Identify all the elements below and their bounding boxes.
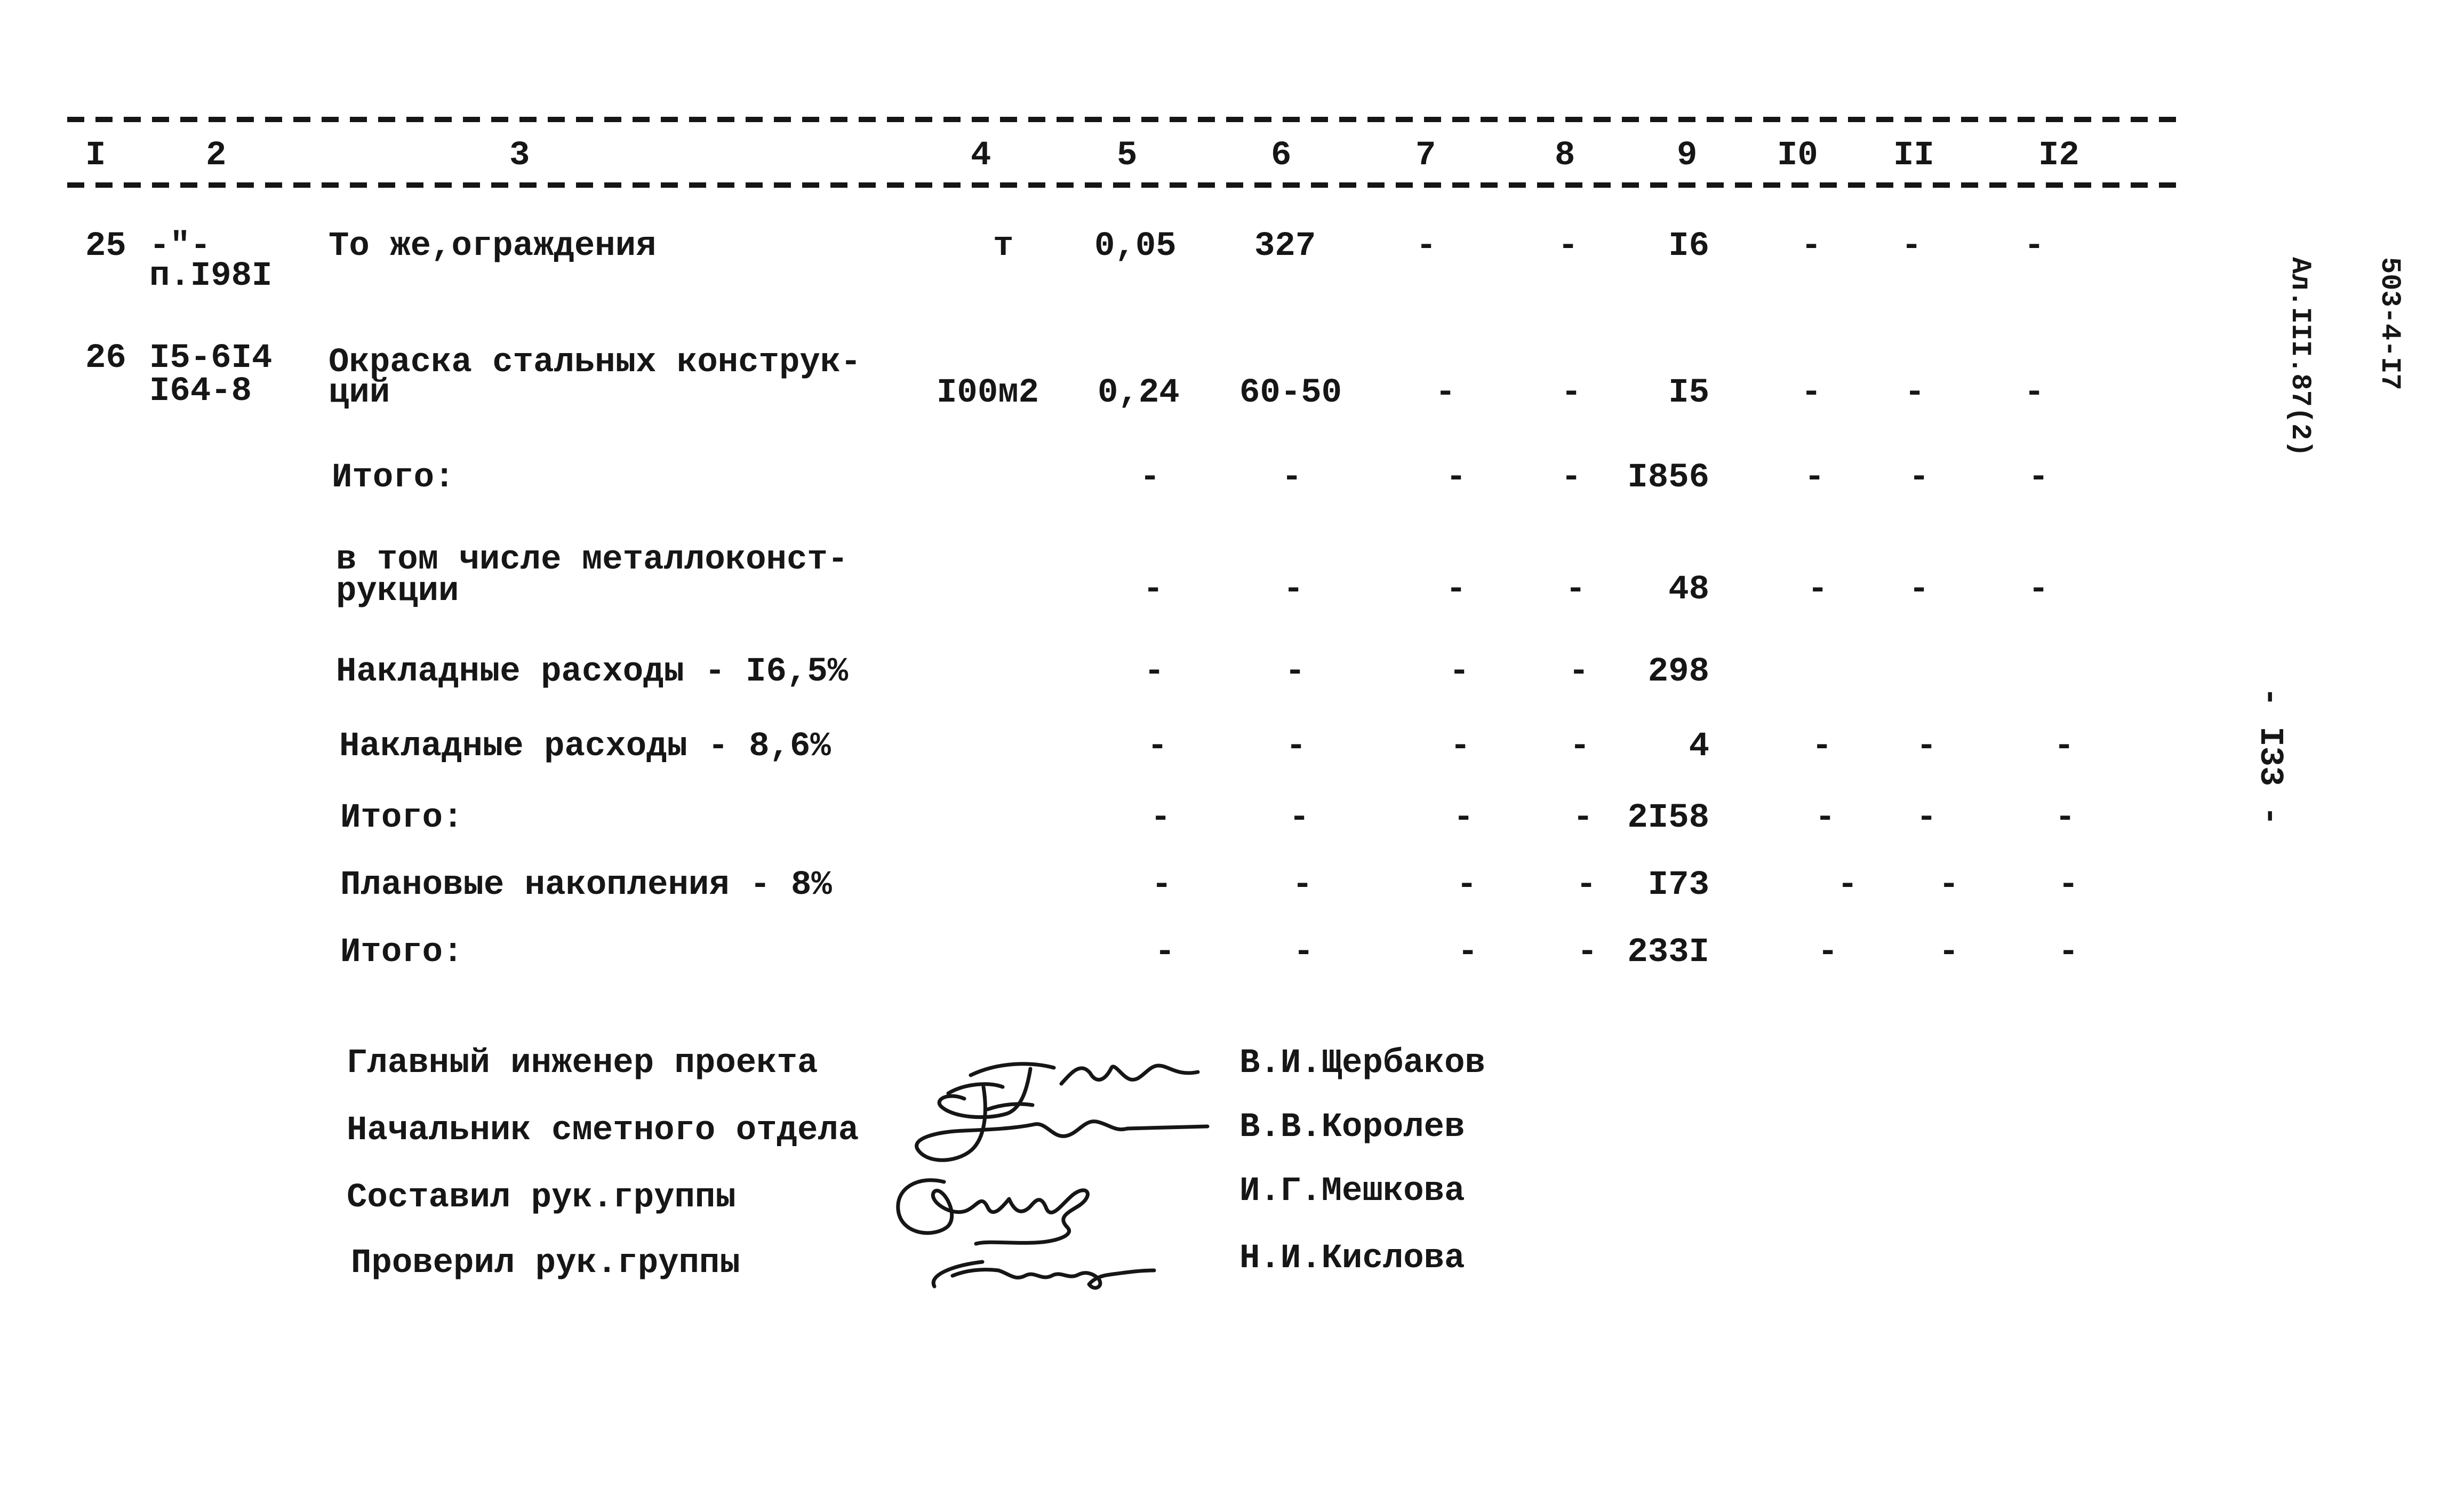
row-26-quantity: 0,24 bbox=[1098, 374, 1180, 412]
header-bottom-rule bbox=[67, 182, 2180, 188]
summary-metal-label-line2: рукции bbox=[336, 572, 459, 611]
summary-total-col7: - bbox=[1446, 459, 1467, 497]
summary-planned-col9: I73 bbox=[1647, 866, 1709, 905]
summary-total-label: Итого: bbox=[332, 459, 455, 497]
summary-overhead-8-col5: - bbox=[1147, 727, 1168, 766]
row-25-number: 25 bbox=[85, 227, 126, 266]
summary-planned-col6: - bbox=[1292, 866, 1313, 905]
summary-total-col8: - bbox=[1561, 459, 1582, 497]
column-header-10: I0 bbox=[1777, 137, 1818, 175]
summary-overhead-16-label: Накладные расходы - I6,5% bbox=[336, 653, 849, 691]
summary-metal-col7: - bbox=[1446, 571, 1467, 609]
row-25-price: 327 bbox=[1254, 227, 1316, 266]
summary-overhead-16-col6: - bbox=[1285, 653, 1306, 691]
summary-subtotal-col7: - bbox=[1453, 799, 1474, 837]
summary-total-col9: I856 bbox=[1627, 459, 1709, 497]
column-header-1: I bbox=[85, 137, 106, 175]
column-header-2: 2 bbox=[206, 137, 227, 175]
summary-total-col11: - bbox=[1909, 459, 1930, 497]
row-26-reference: I5-6I4 bbox=[149, 339, 273, 378]
column-header-3: 3 bbox=[509, 137, 530, 175]
signatory-1-name: В.И.Щербаков bbox=[1239, 1044, 1485, 1083]
row-25-unit: т bbox=[993, 227, 1014, 266]
summary-overhead-8-label: Накладные расходы - 8,6% bbox=[339, 727, 831, 766]
summary-total-col5: - bbox=[1140, 459, 1161, 497]
summary-overhead-16-col8: - bbox=[1569, 653, 1589, 691]
summary-grand-total-col8: - bbox=[1577, 933, 1598, 972]
column-header-5: 5 bbox=[1117, 137, 1138, 175]
row-26-col7: - bbox=[1435, 374, 1456, 412]
row-26-name-line2: ций bbox=[329, 374, 390, 412]
row-26-col9: I5 bbox=[1668, 374, 1709, 412]
signatory-1-position: Главный инженер проекта bbox=[347, 1044, 818, 1083]
summary-subtotal-col5: - bbox=[1150, 799, 1171, 837]
row-26-col12: - bbox=[2024, 374, 2045, 412]
summary-subtotal-col8: - bbox=[1573, 799, 1594, 837]
row-25-reference: -"- bbox=[149, 227, 211, 266]
summary-metal-col11: - bbox=[1909, 571, 1930, 609]
summary-grand-total-col11: - bbox=[1939, 933, 1959, 972]
signatory-2-position: Начальник сметного отдела bbox=[347, 1111, 859, 1150]
margin-designation-line2: Ал.III.87(2) bbox=[2284, 257, 2316, 457]
row-26-col11: - bbox=[1905, 374, 1925, 412]
summary-total-col6: - bbox=[1282, 459, 1302, 497]
summary-metal-col5: - bbox=[1143, 571, 1164, 609]
summary-grand-total-label: Итого: bbox=[340, 933, 463, 972]
summary-planned-label: Плановые накопления - 8% bbox=[340, 866, 832, 905]
summary-overhead-16-col7: - bbox=[1449, 653, 1470, 691]
summary-overhead-8-col9: 4 bbox=[1689, 727, 1709, 766]
row-25-col11: - bbox=[1901, 227, 1922, 266]
column-header-6: 6 bbox=[1271, 137, 1292, 175]
signatory-3-position: Составил рук.группы bbox=[347, 1179, 736, 1217]
row-25-col7: - bbox=[1416, 227, 1437, 266]
row-26-name: Окраска стальных конструк- bbox=[329, 343, 861, 382]
row-25-quantity: 0,05 bbox=[1094, 227, 1177, 266]
summary-subtotal-col10: - bbox=[1815, 799, 1836, 837]
summary-metal-col8: - bbox=[1565, 571, 1586, 609]
row-26-col8: - bbox=[1561, 374, 1582, 412]
signatory-4-position: Проверил рук.группы bbox=[351, 1244, 740, 1283]
row-25-col10: - bbox=[1801, 227, 1822, 266]
handwritten-signatures bbox=[875, 1024, 1237, 1312]
summary-subtotal-col12: - bbox=[2055, 799, 2076, 837]
summary-metal-col6: - bbox=[1283, 571, 1304, 609]
summary-subtotal-col9: 2I58 bbox=[1627, 799, 1709, 837]
row-25-reference-line2: п.I98I bbox=[149, 257, 273, 295]
header-top-rule bbox=[67, 117, 2180, 122]
summary-overhead-16-col5: - bbox=[1144, 653, 1165, 691]
column-header-12: I2 bbox=[2038, 137, 2079, 175]
summary-overhead-8-col7: - bbox=[1450, 727, 1471, 766]
summary-overhead-8-col8: - bbox=[1570, 727, 1590, 766]
summary-metal-col12: - bbox=[2028, 571, 2049, 609]
signature-1 bbox=[939, 1064, 1198, 1117]
column-header-8: 8 bbox=[1555, 137, 1575, 175]
column-header-9: 9 bbox=[1677, 137, 1698, 175]
summary-overhead-16-col9: 298 bbox=[1647, 653, 1709, 691]
summary-planned-col11: - bbox=[1939, 866, 1959, 905]
summary-overhead-8-col12: - bbox=[2054, 727, 2075, 766]
summary-subtotal-col11: - bbox=[1916, 799, 1937, 837]
summary-metal-label: в том числе металлоконст- bbox=[336, 541, 849, 579]
signatory-3-name: И.Г.Мешкова bbox=[1239, 1172, 1465, 1211]
signatory-2-name: В.В.Королев bbox=[1239, 1108, 1465, 1147]
summary-planned-col10: - bbox=[1837, 866, 1858, 905]
row-25-col8: - bbox=[1558, 227, 1579, 266]
row-26-unit: I00м2 bbox=[937, 374, 1039, 412]
row-26-col10: - bbox=[1801, 374, 1822, 412]
signature-4 bbox=[933, 1262, 1154, 1288]
summary-planned-col8: - bbox=[1576, 866, 1597, 905]
summary-planned-col5: - bbox=[1151, 866, 1172, 905]
row-26-price: 60-50 bbox=[1239, 374, 1342, 412]
summary-grand-total-col5: - bbox=[1155, 933, 1175, 972]
summary-grand-total-col6: - bbox=[1293, 933, 1314, 972]
summary-total-col12: - bbox=[2028, 459, 2049, 497]
column-header-7: 7 bbox=[1415, 137, 1436, 175]
summary-planned-col7: - bbox=[1457, 866, 1477, 905]
column-header-4: 4 bbox=[971, 137, 991, 175]
summary-grand-total-col12: - bbox=[2058, 933, 2079, 972]
summary-total-col10: - bbox=[1804, 459, 1825, 497]
summary-subtotal-label: Итого: bbox=[340, 799, 463, 837]
row-26-number: 26 bbox=[85, 339, 126, 378]
summary-grand-total-col9: 233I bbox=[1627, 933, 1709, 972]
summary-overhead-8-col11: - bbox=[1916, 727, 1937, 766]
row-25-col12: - bbox=[2024, 227, 2045, 266]
row-26-reference-line2: I64-8 bbox=[149, 372, 252, 411]
summary-subtotal-col6: - bbox=[1289, 799, 1310, 837]
signature-3 bbox=[898, 1180, 1088, 1244]
row-25-name: То же,ограждения bbox=[329, 227, 657, 266]
margin-designation-line1: 503-4-I7 bbox=[2374, 257, 2405, 390]
summary-overhead-8-col10: - bbox=[1812, 727, 1833, 766]
summary-grand-total-col7: - bbox=[1458, 933, 1478, 972]
summary-grand-total-col10: - bbox=[1818, 933, 1838, 972]
summary-metal-col10: - bbox=[1807, 571, 1828, 609]
row-25-col9: I6 bbox=[1668, 227, 1709, 266]
page-number: - I33 - bbox=[2251, 687, 2289, 826]
signatory-4-name: Н.И.Кислова bbox=[1239, 1239, 1465, 1278]
summary-metal-col9: 48 bbox=[1668, 571, 1709, 609]
margin-designation bbox=[2225, 257, 2464, 457]
column-header-11: II bbox=[1893, 137, 1934, 175]
summary-overhead-8-col6: - bbox=[1286, 727, 1307, 766]
summary-planned-col12: - bbox=[2058, 866, 2079, 905]
